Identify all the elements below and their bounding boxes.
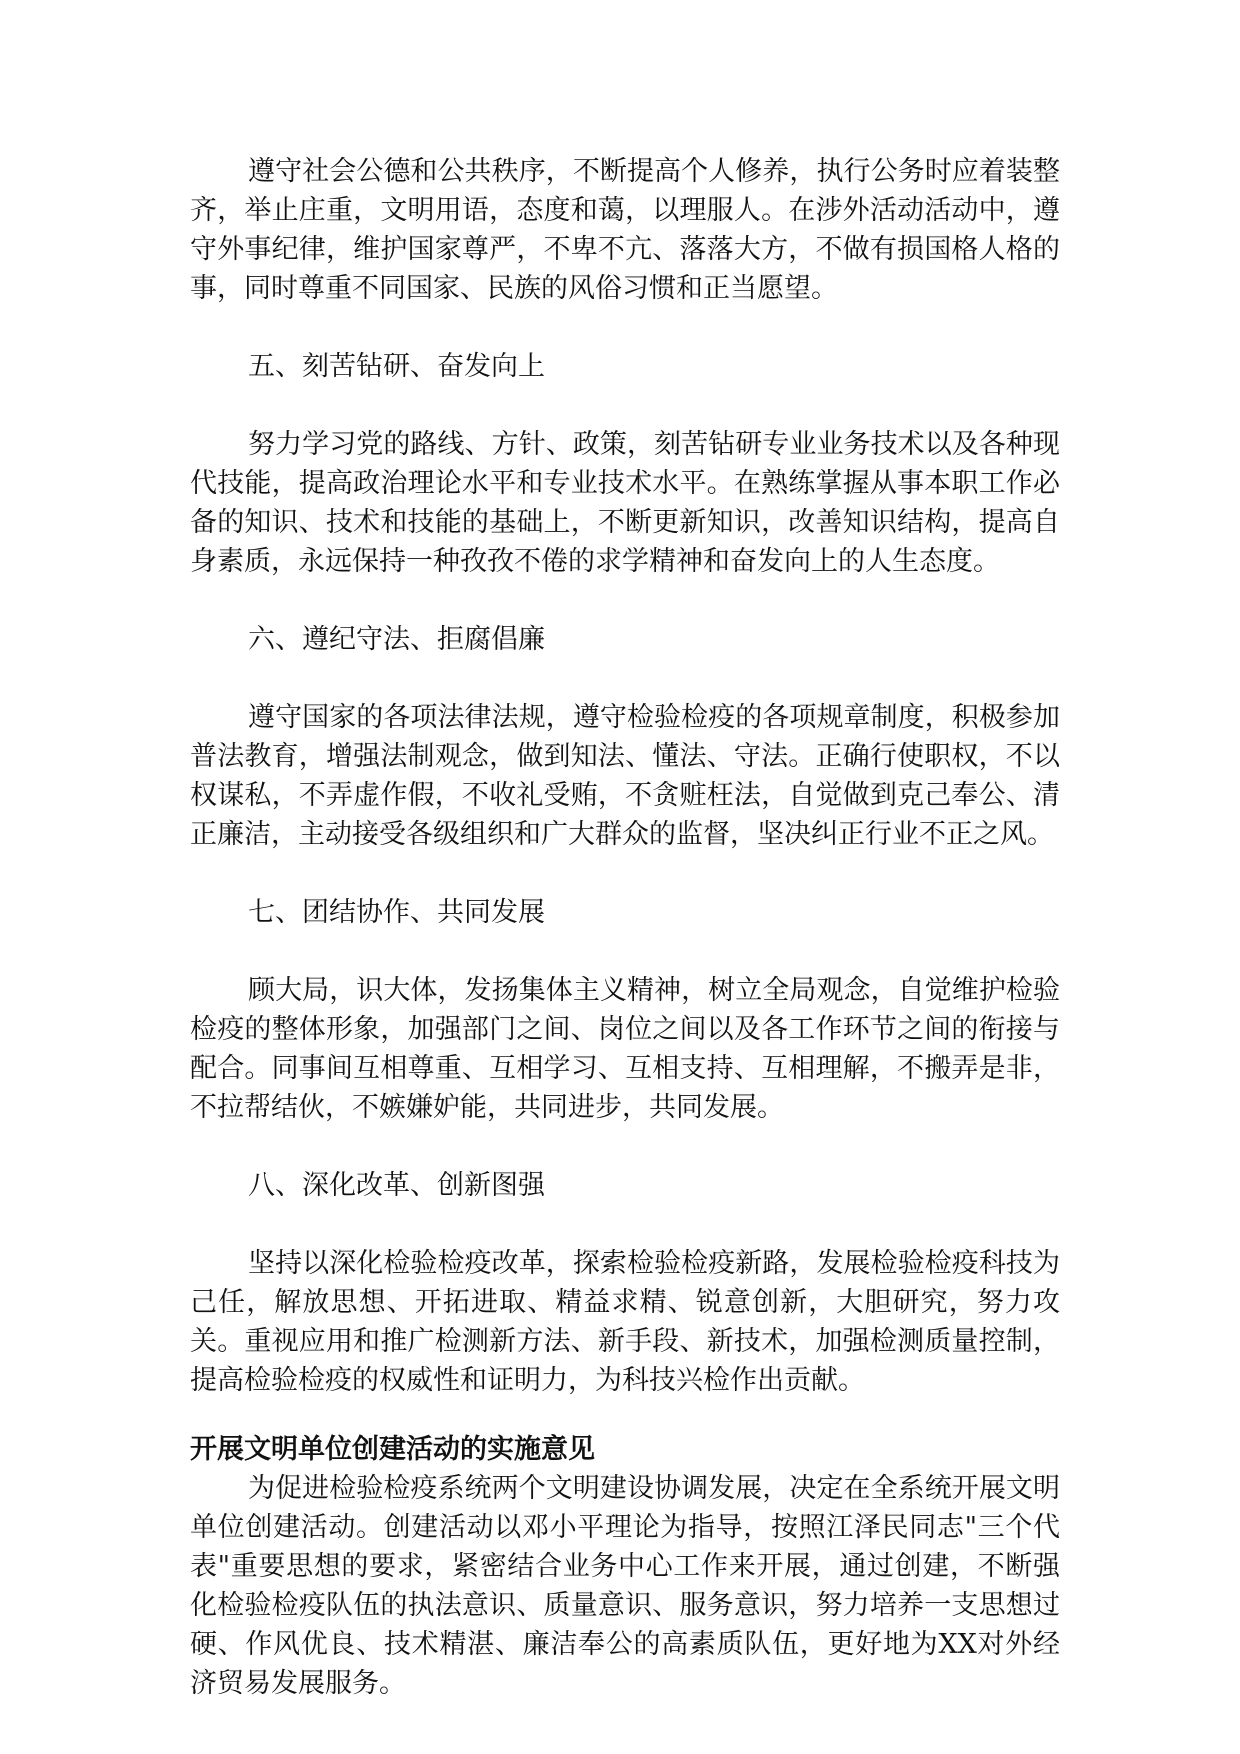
paragraph-section-5: 努力学习党的路线、方针、政策，刻苦钻研专业业务技术以及各种现代技能，提高政治理论水平和专业技术水平。在熟练掌握从事本职工作必备的知识、技术和技能的基础上，不断更新知识，改善知识结构，提高自身素质，永远保持一种孜孜不倦的求学精神和奋发向上的人生态度。	[190, 429, 1060, 577]
paragraph-section-6: 遵守国家的各项法律法规，遵守检验检疫的各项规章制度，积极参加普法教育，增强法制观念，做到知法、懂法、守法。正确行使职权，不以权谋私，不弄虚作假，不收礼受贿，不贪赃枉法，自觉做到克己奉公、清正廉洁，主动接受各级组织和广大群众的监督，坚决纠正行业不正之风。	[190, 702, 1060, 850]
paragraph-section-8: 坚持以深化检验检疫改革，探索检验检疫新路，发展检验检疫科技为己任，解放思想、开拓进取、精益求精、锐意创新，大胆研究，努力攻关。重视应用和推广检测新方法、新手段、新技术，加强检测质量控制，提高检验检疫的权威性和证明力，为科技兴检作出贡献。	[190, 1248, 1060, 1396]
section-title: 开展文明单位创建活动的实施意见	[190, 1434, 595, 1465]
heading-section-8: 八、深化改革、创新图强	[248, 1170, 545, 1201]
document-body	[190, 152, 1060, 1742]
heading-section-7: 七、团结协作、共同发展	[248, 897, 545, 928]
paragraph-implementation: 为促进检验检疫系统两个文明建设协调发展，决定在全系统开展文明单位创建活动。创建活动以邓小平理论为指导，按照江泽民同志"三个代表"重要思想的要求，紧密结合业务中心工作来开展，通过创建，不断强化检验检疫队伍的执法意识、质量意识、服务意识，努力培养一支思想过硬、作风优良、技术精湛、廉洁奉公的高素质队伍，更好地为XX对外经济贸易发展服务。	[190, 1473, 1060, 1699]
heading-section-6: 六、遵纪守法、拒腐倡廉	[248, 624, 545, 655]
heading-section-5: 五、刻苦钻研、奋发向上	[248, 351, 545, 382]
paragraph-section-7: 顾大局，识大体，发扬集体主义精神，树立全局观念，自觉维护检验检疫的整体形象，加强部门之间、岗位之间以及各工作环节之间的衔接与配合。同事间互相尊重、互相学习、互相支持、互相理解，不搬弄是非，不拉帮结伙，不嫉嫌妒能，共同进步，共同发展。	[190, 975, 1060, 1123]
paragraph-public-morality: 遵守社会公德和公共秩序，不断提高个人修养，执行公务时应着装整齐，举止庄重，文明用语，态度和蔼，以理服人。在涉外活动活动中，遵守外事纪律，维护国家尊严，不卑不亢、落落大方，不做有损国格人格的事，同时尊重不同国家、民族的风俗习惯和正当愿望。	[190, 156, 1060, 304]
